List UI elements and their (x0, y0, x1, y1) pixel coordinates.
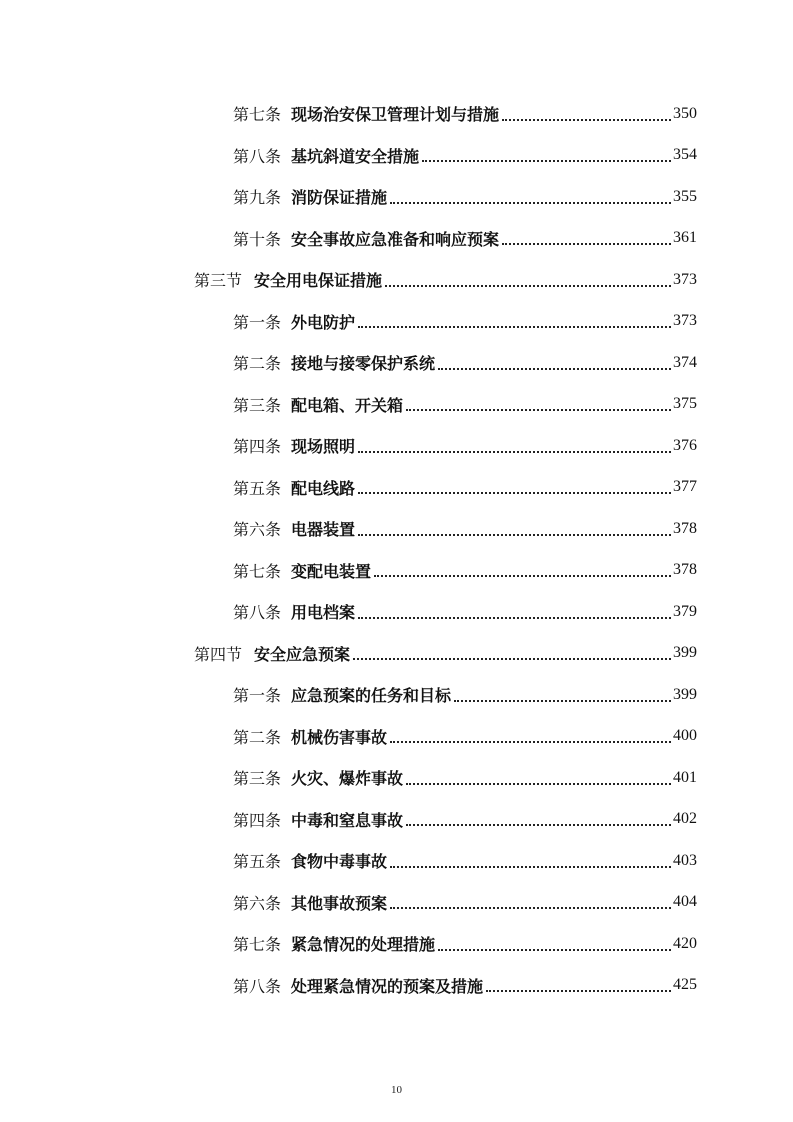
toc-entry[interactable] (0, 425, 793, 467)
toc-entry-title: 应急预案的任务和目标 (291, 686, 452, 706)
toc-entry-title: 基坑斜道安全措施 (291, 146, 420, 166)
toc-entry-title: 现场照明 (291, 437, 356, 457)
dot-leader (358, 617, 671, 619)
dot-leader (422, 160, 671, 162)
toc-entry-page-number: 378 (673, 519, 697, 537)
dot-leader (353, 658, 671, 660)
toc-entry[interactable] (0, 218, 793, 260)
toc-entry-page-number: 420 (673, 934, 697, 952)
toc-entry-label (233, 434, 355, 457)
toc-entry[interactable] (0, 550, 793, 592)
dot-leader (390, 741, 671, 743)
dot-leader (390, 907, 671, 909)
toc-entry-number: 第四条 (233, 437, 282, 457)
toc-entry-number: 第五条 (233, 478, 282, 498)
dot-leader (358, 534, 671, 536)
toc-entry-page-wrap (673, 852, 793, 870)
toc-entry-page-number: 374 (673, 353, 697, 371)
toc-entry-number: 第六条 (233, 520, 282, 540)
toc-entry-number: 第三节 (194, 271, 243, 291)
toc-entry-page-wrap (673, 935, 793, 953)
toc-entry-number: 第七条 (233, 105, 282, 125)
toc-entry[interactable] (0, 301, 793, 343)
toc-entry-page-number: 425 (673, 976, 697, 994)
toc-entry-label (233, 517, 355, 540)
toc-entry-title: 处理紧急情况的预案及措施 (291, 976, 484, 996)
toc-entry-label (233, 766, 403, 789)
dot-leader (406, 824, 671, 826)
toc-entry-page-wrap (673, 395, 793, 413)
toc-entry-title: 用电档案 (291, 603, 356, 623)
toc-entry-label (233, 393, 403, 416)
toc-entry-page-number: 399 (673, 685, 697, 703)
toc-entry-label (233, 227, 499, 250)
dot-leader (385, 285, 671, 287)
dot-leader (438, 368, 671, 370)
toc-entry-page-number: 377 (673, 478, 697, 496)
toc-entry-number: 第一条 (233, 312, 282, 332)
dot-leader (374, 575, 671, 577)
toc-entry-label (233, 600, 355, 623)
toc-entry-title: 现场治安保卫管理计划与措施 (291, 105, 500, 125)
toc-entry-number: 第二条 (233, 354, 282, 374)
toc-entry-title: 安全事故应急准备和响应预案 (291, 229, 500, 249)
toc-entry-page-number: 375 (673, 395, 697, 413)
toc-entry-label (233, 808, 403, 831)
toc-entry[interactable] (0, 716, 793, 758)
toc-entry-page-wrap (673, 561, 793, 579)
toc-entry-page-number: 355 (673, 187, 697, 205)
toc-entry[interactable] (0, 135, 793, 177)
toc-entry-page-number: 373 (673, 312, 697, 330)
toc-entry-page-wrap (673, 603, 793, 621)
dot-leader (390, 202, 671, 204)
toc-entry-number: 第七条 (233, 561, 282, 581)
toc-entry-number: 第四节 (194, 644, 243, 664)
toc-entry-page-wrap (673, 893, 793, 911)
toc-entry-page-wrap (673, 188, 793, 206)
toc-entry-title: 安全应急预案 (254, 644, 351, 664)
toc-entry[interactable] (0, 674, 793, 716)
toc-entry-page-wrap (673, 810, 793, 828)
toc-entry[interactable] (0, 508, 793, 550)
toc-entry-number: 第二条 (233, 727, 282, 747)
toc-entry-page-wrap (673, 644, 793, 662)
toc-entry-page-wrap (673, 976, 793, 994)
toc-entry[interactable] (0, 591, 793, 633)
toc-entry-title: 消防保证措施 (291, 188, 388, 208)
toc-entry-page-number: 361 (673, 229, 697, 247)
toc-entry-page-number: 402 (673, 810, 697, 828)
dot-leader (486, 990, 671, 992)
toc-entry-label (194, 642, 350, 665)
dot-leader (438, 949, 671, 951)
toc-entry-label (194, 268, 382, 291)
page-number: 10 (391, 1084, 402, 1096)
toc-entry-label (233, 725, 387, 748)
toc-entry-page-wrap (673, 478, 793, 496)
toc-entry-page-number: 354 (673, 146, 697, 164)
toc-entry-page-number: 376 (673, 436, 697, 454)
toc-entry-page-wrap (673, 146, 793, 164)
toc-entry-title: 紧急情况的处理措施 (291, 935, 436, 955)
toc-entry-page-wrap (673, 354, 793, 372)
toc-entry-page-number: 404 (673, 893, 697, 911)
toc-entry-number: 第三条 (233, 769, 282, 789)
toc-entry-label (233, 891, 387, 914)
toc-entry-label (233, 102, 499, 125)
toc-entry-number: 第五条 (233, 852, 282, 872)
toc-entry-page-wrap (673, 229, 793, 247)
toc-entry-label (233, 974, 483, 997)
toc-entry[interactable] (0, 840, 793, 882)
toc-entry-title: 外电防护 (291, 312, 356, 332)
toc-entry-title: 机械伤害事故 (291, 727, 388, 747)
toc-entry-page-number: 399 (673, 644, 697, 662)
toc-entry[interactable] (0, 882, 793, 924)
toc-entry[interactable] (0, 384, 793, 426)
dot-leader (406, 783, 671, 785)
toc-entry[interactable] (0, 93, 793, 135)
toc-entry-number: 第八条 (233, 603, 282, 623)
dot-leader (454, 700, 671, 702)
dot-leader (358, 492, 671, 494)
toc-entry-page-wrap (673, 686, 793, 704)
toc-entry-title: 配电箱、开关箱 (291, 395, 404, 415)
toc-entry-title: 其他事故预案 (291, 893, 388, 913)
toc-section-entry[interactable] (0, 259, 793, 301)
toc-entry-number: 第八条 (233, 146, 282, 166)
toc-entry-title: 食物中毒事故 (291, 852, 388, 872)
toc-entry-label (233, 932, 435, 955)
toc-entry-page-number: 400 (673, 727, 697, 745)
toc-entry-page-number: 379 (673, 602, 697, 620)
toc-entry-page-number: 373 (673, 270, 697, 288)
dot-leader (406, 409, 671, 411)
toc-entry-label (233, 351, 435, 374)
toc-entry-title: 中毒和窒息事故 (291, 810, 404, 830)
toc-entry-page-wrap (673, 769, 793, 787)
toc-entry-number: 第四条 (233, 810, 282, 830)
toc-entry-title: 变配电装置 (291, 561, 372, 581)
toc-entry[interactable] (0, 467, 793, 509)
toc-entry-page-wrap (673, 520, 793, 538)
toc-entry-label (233, 683, 451, 706)
toc-entry-label (233, 476, 355, 499)
toc-entry[interactable] (0, 965, 793, 1007)
table-of-contents (0, 93, 793, 1006)
dot-leader (502, 119, 671, 121)
toc-entry-number: 第七条 (233, 935, 282, 955)
toc-entry-label (233, 559, 371, 582)
toc-entry-label (233, 185, 387, 208)
toc-entry-number: 第十条 (233, 229, 282, 249)
toc-entry[interactable] (0, 757, 793, 799)
toc-section-entry[interactable] (0, 633, 793, 675)
dot-leader (502, 243, 671, 245)
toc-entry-page-number: 403 (673, 851, 697, 869)
toc-entry-page-number: 401 (673, 768, 697, 786)
toc-entry[interactable] (0, 342, 793, 384)
toc-entry-page-wrap (673, 727, 793, 745)
toc-entry-title: 配电线路 (291, 478, 356, 498)
toc-entry-page-wrap (673, 105, 793, 123)
toc-entry-title: 接地与接零保护系统 (291, 354, 436, 374)
toc-entry-number: 第一条 (233, 686, 282, 706)
dot-leader (358, 326, 671, 328)
dot-leader (358, 451, 671, 453)
toc-entry[interactable] (0, 176, 793, 218)
toc-entry-number: 第八条 (233, 976, 282, 996)
toc-entry[interactable] (0, 923, 793, 965)
toc-entry-label (233, 144, 419, 167)
toc-entry-page-wrap (673, 271, 793, 289)
toc-entry-title: 火灾、爆炸事故 (291, 769, 404, 789)
toc-entry-label (233, 849, 387, 872)
toc-entry-number: 第六条 (233, 893, 282, 913)
toc-entry-page-number: 378 (673, 561, 697, 579)
toc-entry-number: 第九条 (233, 188, 282, 208)
toc-entry-page-wrap (673, 312, 793, 330)
dot-leader (390, 866, 671, 868)
toc-entry-page-number: 350 (673, 104, 697, 122)
toc-entry[interactable] (0, 799, 793, 841)
toc-entry-title: 电器装置 (291, 520, 356, 540)
toc-entry-number: 第三条 (233, 395, 282, 415)
toc-entry-label (233, 310, 355, 333)
toc-entry-page-wrap (673, 437, 793, 455)
toc-entry-title: 安全用电保证措施 (254, 271, 383, 291)
